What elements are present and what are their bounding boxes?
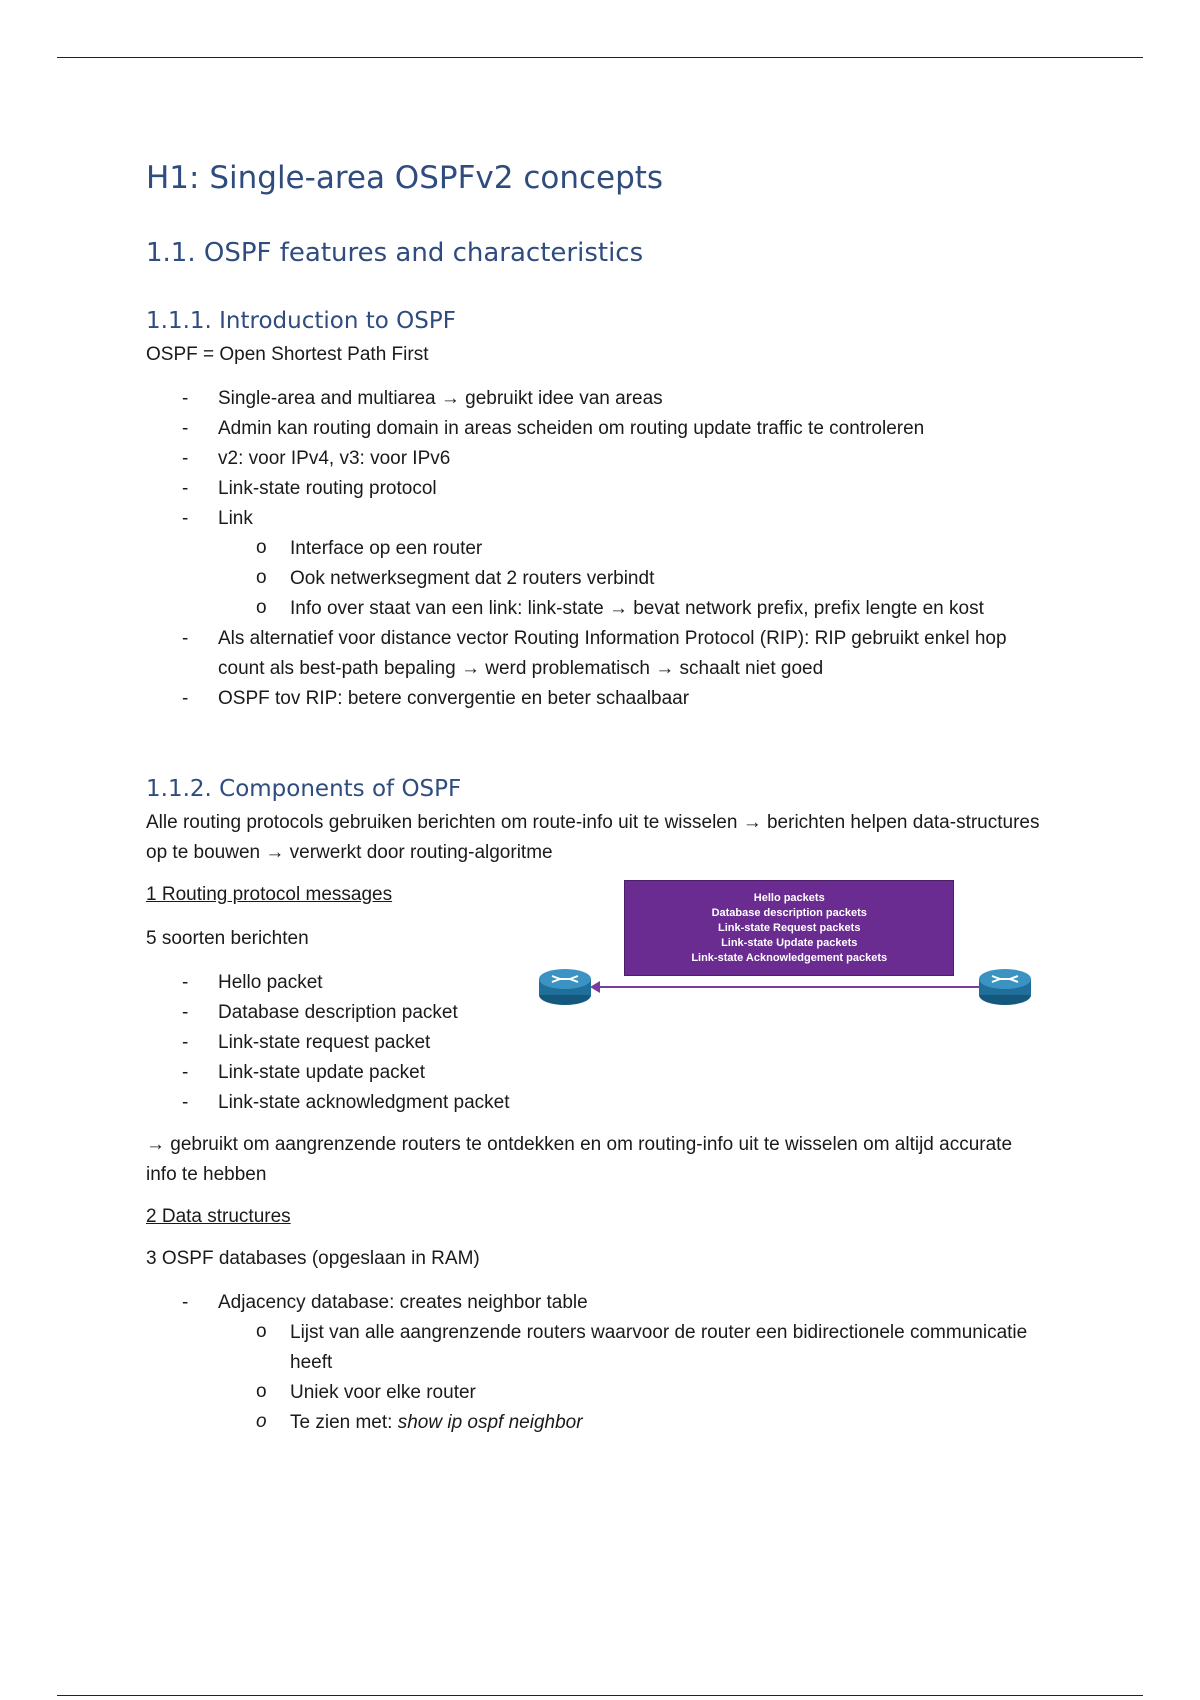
figure-label: Link-state Update packets bbox=[721, 937, 858, 949]
list-item: - Admin kan routing domain in areas scheiden om routing update traffic te controleren bbox=[218, 414, 1046, 444]
list-item-adjacency bbox=[218, 1288, 1046, 1438]
messages-block bbox=[146, 880, 1046, 1118]
section-heading: 1.1. OSPF features and characteristics bbox=[146, 238, 644, 268]
figure-label: Hello packets bbox=[753, 892, 825, 904]
document-body bbox=[146, 160, 1046, 1438]
command-text: show ip ospf neighbor bbox=[397, 1412, 583, 1433]
ospf-definition: OSPF = Open Shortest Path First bbox=[146, 344, 429, 365]
intro-heading: 1.1.1. Introduction to OSPF bbox=[146, 308, 456, 334]
list-item: - Single-area and multiarea → gebruikt idee van areas bbox=[218, 384, 1046, 414]
page-top-rule bbox=[57, 57, 1143, 58]
components-section bbox=[146, 776, 1046, 1438]
figure-label: Link-state Request packets bbox=[718, 922, 861, 934]
list-item: - Link-state update packet bbox=[218, 1058, 544, 1088]
sub-list-item: o Uniek voor elke router bbox=[290, 1378, 1046, 1408]
structures-title: 2 Data structures bbox=[146, 1206, 291, 1227]
message-type-list bbox=[146, 968, 544, 1118]
list-item: - Hello packet bbox=[218, 968, 544, 998]
exchange-arrow-line bbox=[596, 986, 986, 988]
figure-label: Link-state Acknowledgement packets bbox=[691, 952, 888, 964]
messages-count: 5 soorten berichten bbox=[146, 928, 309, 949]
adjacency-label: Adjacency database: creates neighbor table bbox=[218, 1292, 588, 1313]
figure-label: Database description packets bbox=[711, 907, 867, 919]
databases-text: 3 OSPF databases (opgeslaan in RAM) bbox=[146, 1248, 480, 1269]
command-prefix: Te zien met: bbox=[290, 1412, 398, 1433]
sub-list-item: o Info over staat van een link: link-state → bevat network prefix, prefix lengte en kost bbox=[290, 594, 1046, 624]
router-icon bbox=[978, 968, 1032, 1006]
components-intro: Alle routing protocols gebruiken berichten om route-info uit te wisselen → berichten helpen data-structures op te bouwen → verwerkt door routing-algoritme bbox=[146, 812, 1040, 863]
list-item-link bbox=[218, 504, 1046, 624]
sub-list-item-command bbox=[290, 1408, 1046, 1438]
page-bottom-rule bbox=[57, 1695, 1143, 1696]
list-item: - v2: voor IPv4, v3: voor IPv6 bbox=[218, 444, 1046, 474]
list-item: - Database description packet bbox=[218, 998, 544, 1028]
list-item: - Link-state routing protocol bbox=[218, 474, 1046, 504]
components-heading: 1.1.2. Components of OSPF bbox=[146, 776, 462, 802]
sub-list-item: o Lijst van alle aangrenzende routers waarvoor de router een bidirectionele communicatie heeft bbox=[290, 1318, 1046, 1378]
link-label: Link bbox=[218, 508, 253, 529]
sub-list-item: o Ook netwerksegment dat 2 routers verbindt bbox=[290, 564, 1046, 594]
ospf-packets-figure bbox=[538, 880, 1046, 1020]
list-item: - Link-state acknowledgment packet bbox=[218, 1088, 544, 1118]
messages-text bbox=[146, 880, 544, 1118]
intro-bullet-list bbox=[146, 384, 1046, 714]
list-item: - OSPF tov RIP: betere convergentie en beter schaalbaar bbox=[218, 684, 1046, 714]
link-sub-list bbox=[218, 534, 1046, 624]
messages-title: 1 Routing protocol messages bbox=[146, 884, 393, 905]
packet-types-box bbox=[624, 880, 954, 976]
sub-list-item: o Interface op een router bbox=[290, 534, 1046, 564]
messages-note: → gebruikt om aangrenzende routers te ontdekken en om routing-info uit te wisselen om altijd accurate info te hebben bbox=[146, 1134, 1013, 1185]
list-item: - Als alternatief voor distance vector Routing Information Protocol (RIP): RIP gebruikt enkel hop count als best-path bepaling → werd problematisch → schaalt niet goed bbox=[218, 624, 1046, 684]
adjacency-sub-list bbox=[218, 1318, 1046, 1438]
database-list bbox=[146, 1288, 1046, 1438]
page-title: H1: Single-area OSPFv2 concepts bbox=[146, 160, 664, 196]
list-item: - Link-state request packet bbox=[218, 1028, 544, 1058]
router-icon bbox=[538, 968, 592, 1006]
